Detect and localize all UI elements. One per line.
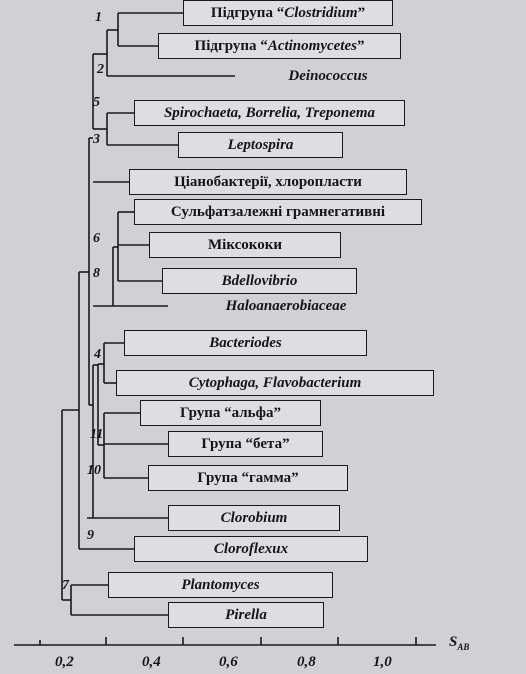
taxon-box xyxy=(168,505,340,531)
taxon-label: Підгрупа “ xyxy=(194,37,268,54)
taxon-box xyxy=(158,33,401,59)
taxon-name: Clorobium xyxy=(220,509,288,526)
taxon-name: Cloroflexux xyxy=(213,540,289,557)
taxon-label: Ціанобактерії, хлоропласти xyxy=(174,173,362,190)
node-label: 5 xyxy=(93,95,100,110)
taxon-box xyxy=(178,132,343,158)
taxon-name: Plantomyces xyxy=(181,576,260,593)
taxon-box xyxy=(134,100,405,126)
node-label: 1 xyxy=(95,10,102,25)
node-label: 10 xyxy=(87,463,101,478)
taxon-name: Deinococcus xyxy=(288,67,368,84)
taxon-label: Сульфатзалежні грамнегативні xyxy=(170,203,386,220)
axis-tick-label: 1,0 xyxy=(373,654,392,670)
axis-tick-label: 0,2 xyxy=(55,654,74,670)
axis-label xyxy=(449,634,469,652)
node-label: 9 xyxy=(87,528,94,543)
axis-tick-label: 0,8 xyxy=(297,654,316,670)
taxon-box xyxy=(124,330,367,356)
taxon-name: Cytophaga, Flavobacterium xyxy=(188,374,362,391)
taxon-box xyxy=(168,602,324,628)
taxon-box xyxy=(168,431,323,457)
taxon-box xyxy=(140,400,321,426)
node-label: 4 xyxy=(94,347,101,362)
taxon-label: Група “бета” xyxy=(201,435,290,452)
taxon-box xyxy=(198,63,458,89)
taxon-name: Haloanaerobiaceae xyxy=(225,297,347,314)
taxon-box xyxy=(134,536,368,562)
taxon-box xyxy=(162,268,357,294)
taxon-name: Pirella xyxy=(225,606,267,623)
taxon-name: Leptospira xyxy=(227,136,294,153)
taxon-label: Міксококи xyxy=(208,236,282,253)
node-label: 7 xyxy=(62,578,69,593)
taxon-label: Група “гамма” xyxy=(197,469,299,486)
taxon-box xyxy=(134,199,422,225)
node-label: 2 xyxy=(97,62,104,77)
taxon-label: ” xyxy=(357,4,366,21)
taxon-name: Bdellovibrio xyxy=(221,272,298,289)
axis-label-main: S xyxy=(449,634,458,650)
node-label: 6 xyxy=(93,231,100,246)
taxon-name: Bacteriodes xyxy=(209,334,282,351)
node-label: 3 xyxy=(93,132,100,147)
taxon-box xyxy=(183,0,393,26)
taxon-box xyxy=(149,232,341,258)
axis-tick-label: 0,6 xyxy=(219,654,238,670)
taxon-box xyxy=(129,169,407,195)
axis-tick-label: 0,4 xyxy=(142,654,161,670)
taxon-box xyxy=(116,370,434,396)
taxon-box xyxy=(148,465,348,491)
node-label: 11 xyxy=(90,427,104,442)
taxon-name: Spirochaeta, Borrelia, Treponema xyxy=(163,104,376,121)
node-label: 8 xyxy=(93,266,100,281)
taxon-label: ” xyxy=(356,37,365,54)
taxon-box xyxy=(108,572,333,598)
taxon-box xyxy=(156,293,416,319)
taxon-label: Група “альфа” xyxy=(180,404,281,421)
taxon-label: Підгрупа “ xyxy=(210,4,285,21)
taxon-name: Actinomycetes xyxy=(267,37,357,54)
axis-label-subscript: AB xyxy=(457,642,470,652)
taxon-name: Clostridium xyxy=(284,4,358,21)
